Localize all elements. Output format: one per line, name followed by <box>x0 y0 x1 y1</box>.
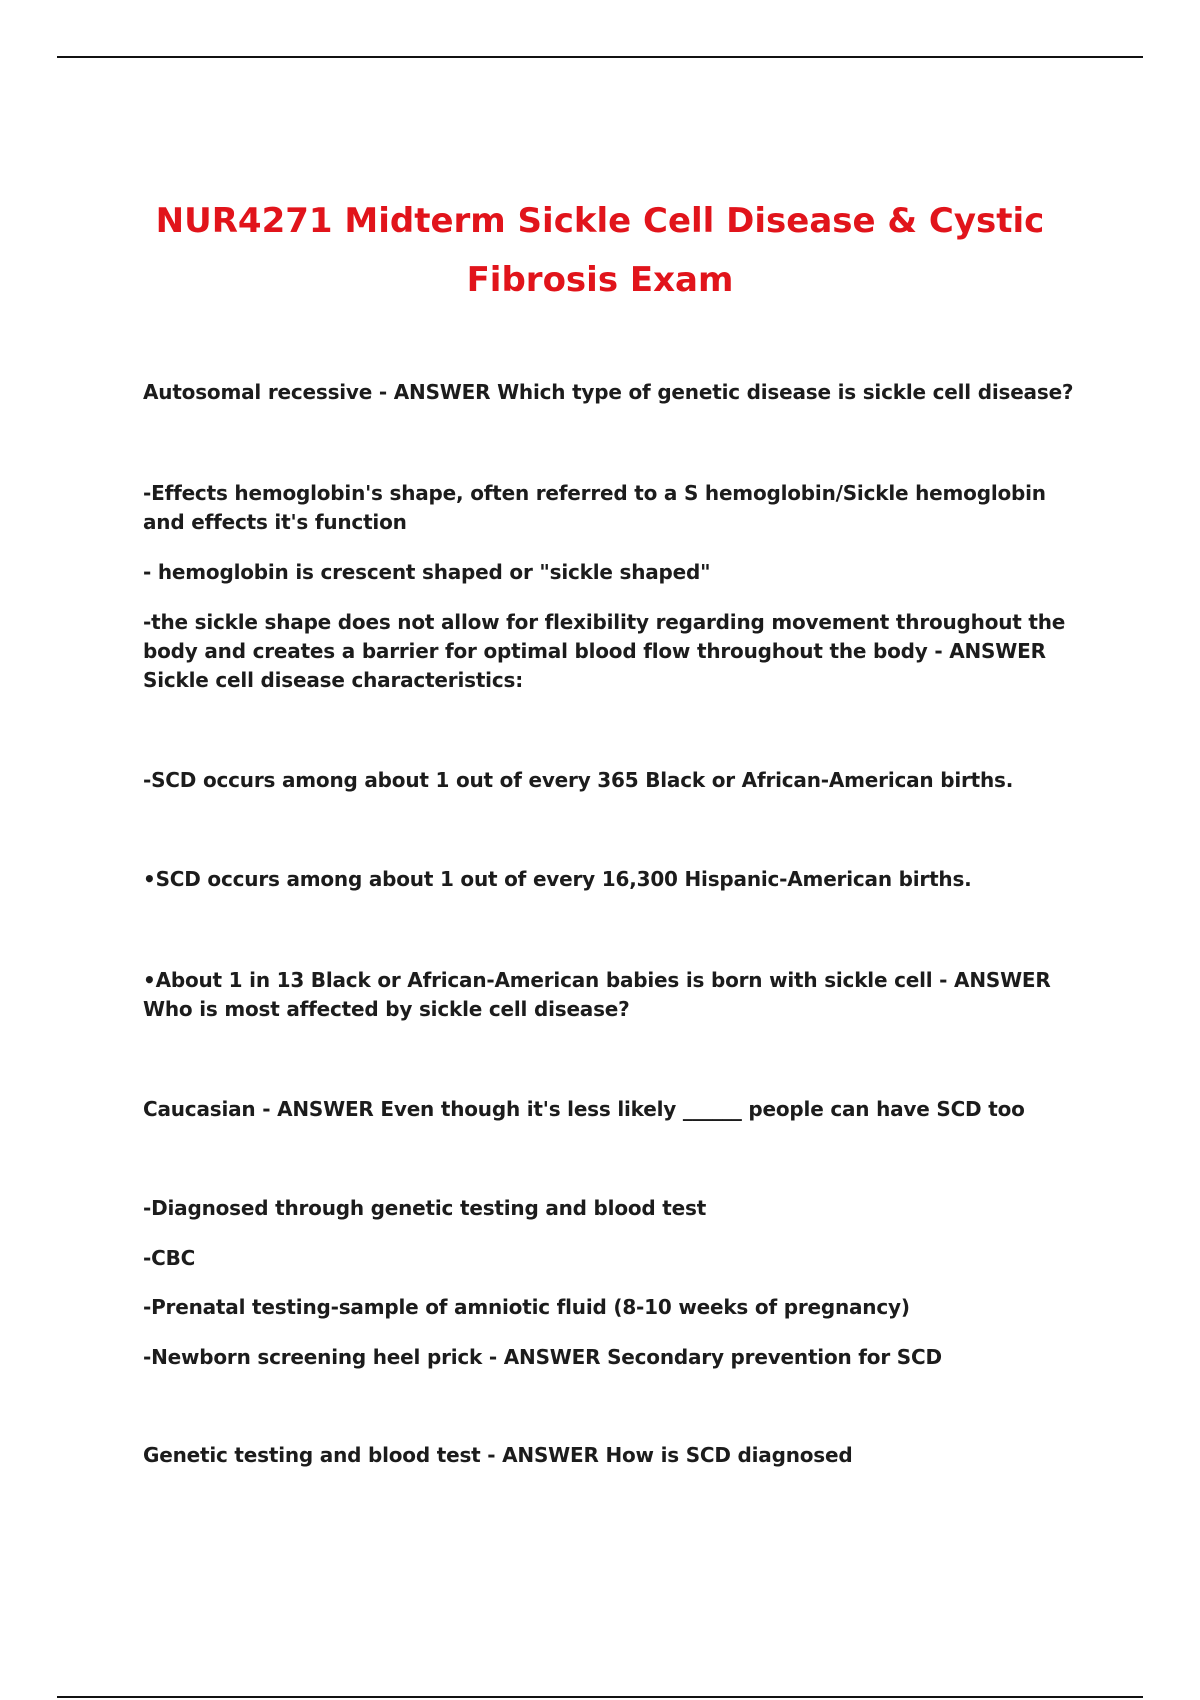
paragraph-1: Autosomal recessive - ANSWER Which type of genetic disease is sickle cell disease? <box>143 380 1074 404</box>
title-line-2: Fibrosis Exam <box>466 260 734 300</box>
paragraph-8: Caucasian - ANSWER Even though it's less likely ______ people can have SCD too <box>143 1097 1025 1121</box>
paragraph-13: Genetic testing and blood test - ANSWER How is SCD diagnosed <box>143 1443 853 1467</box>
paragraph-7: •About 1 in 13 Black or African-American babies is born with sickle cell - ANSWER Who is most affected by sickle cell disease? <box>143 968 1051 1021</box>
paragraph-4: -the sickle shape does not allow for flexibility regarding movement throughout the body and creates a barrier for optimal blood flow throughout the body - ANSWER Sickle cell disease characteristics: <box>143 610 1066 692</box>
paragraph-11: -Prenatal testing-sample of amniotic fluid (8-10 weeks of pregnancy) <box>143 1295 910 1319</box>
bottom-divider <box>57 1696 1143 1698</box>
paragraph-9: -Diagnosed through genetic testing and blood test <box>143 1196 707 1220</box>
paragraph-12: -Newborn screening heel prick - ANSWER Secondary prevention for SCD <box>143 1345 942 1369</box>
paragraph-6: •SCD occurs among about 1 out of every 16,300 Hispanic-American births. <box>143 867 972 891</box>
paragraph-10: -CBC <box>143 1246 196 1270</box>
top-divider <box>57 56 1143 58</box>
title-line-1: NUR4271 Midterm Sickle Cell Disease & Cystic <box>155 201 1045 241</box>
paragraph-2: -Effects hemoglobin's shape, often referred to a S hemoglobin/Sickle hemoglobin and effects it's function <box>143 481 1046 534</box>
document-title <box>100 192 1100 310</box>
paragraph-3: - hemoglobin is crescent shaped or "sickle shaped" <box>143 560 711 584</box>
paragraph-5: -SCD occurs among about 1 out of every 365 Black or African-American births. <box>143 768 1014 792</box>
